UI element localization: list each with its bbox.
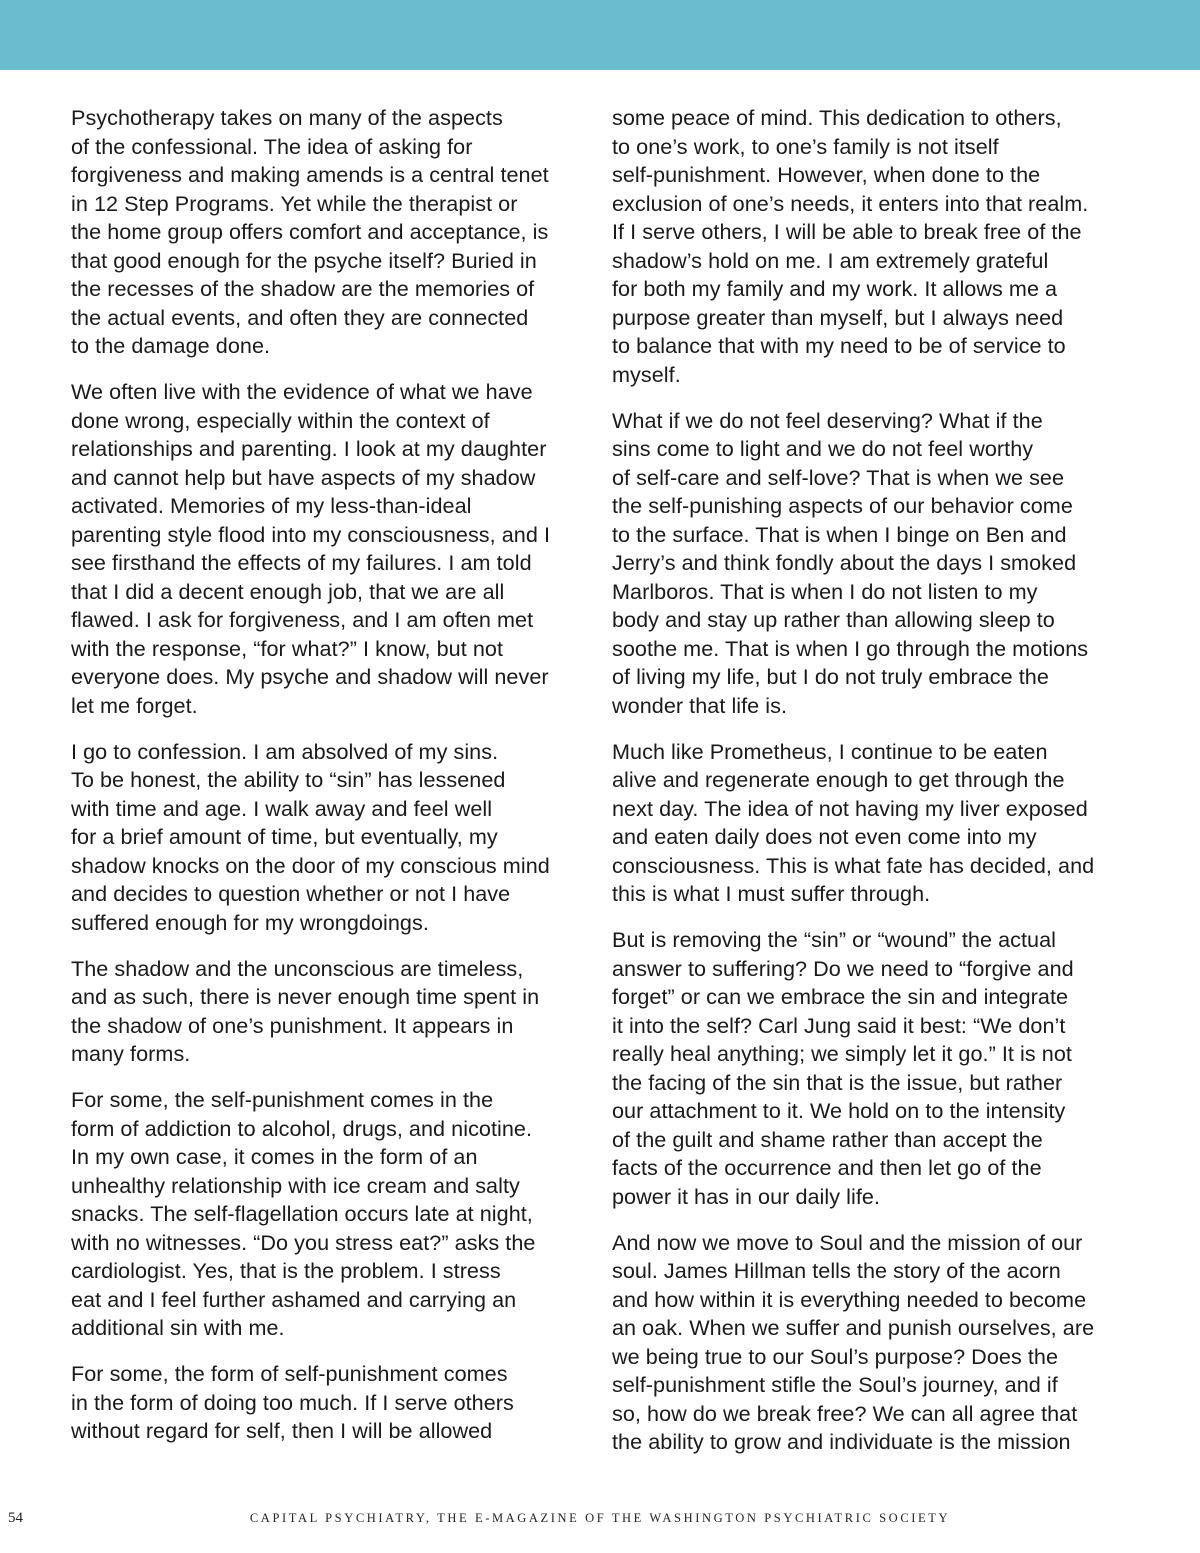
paragraph: I go to confession. I am absolved of my sins. To be honest, the ability to “sin” has lessened with time and age. I walk away and feel well for a brief amount of time, but eventually, my shadow knocks on the door of my conscious mind and decides to question whether or not I have suffered enough for my wrongdoings. <box>71 738 550 935</box>
page-number: 54 <box>8 1510 23 1526</box>
paragraph: some peace of mind. This dedication to others, to one’s work, to one’s family is not itself self-punishment. However, when done to the exclusion of one’s needs, it enters into that realm. If I serve others, I will be able to break free of the shadow’s hold on me. I am extremely grateful for both my family and my work. It allows me a purpose greater than myself, but I always need to balance that with my need to be of service to myself. <box>612 105 1089 387</box>
paragraph: Much like Prometheus, I continue to be eaten alive and regenerate enough to get through the next day. The idea of not having my liver exposed and eaten daily does not even come into my consciousness. This is what fate has decided, and this is what I must suffer through. <box>612 738 1095 906</box>
paragraph: But is removing the “sin” or “wound” the actual answer to suffering? Do we need to “forgive and forget” or can we embrace the sin and integrate it into the self? Carl Jung said it best: “We don’t really heal anything; we simply let it go.” It is not the facing of the sin that is the issue, but rather our attachment to it. We hold on to the intensity of the guilt and shame rather than accept the facts of the occurrence and then let go of the power it has in our daily life. <box>612 927 1074 1209</box>
right-column <box>612 104 1142 1474</box>
paragraph: And now we move to Soul and the mission of our soul. James Hillman tells the story of the acorn and how within it is everything needed to become an oak. When we suffer and punish ourselves, are we being true to our Soul’s purpose? Does the self-punishment stifle the Soul’s journey, and if so, how do we break free? We can all agree that the ability to grow and individuate is the mission <box>612 1229 1095 1454</box>
header-bar <box>0 0 1200 70</box>
paragraph: What if we do not feel deserving? What if the sins come to light and we do not feel worthy of self-care and self-love? That is when we see the self-punishing aspects of our behavior come to the surface. That is when I binge on Ben and Jerry’s and think fondly about the days I smoked Marlboros. That is when I do not listen to my body and stay up rather than allowing sleep to soothe me. That is when I go through the motions of living my life, but I do not truly embrace the wonder that life is. <box>612 407 1089 718</box>
paragraph: Psychotherapy takes on many of the aspects of the confessional. The idea of asking for forgiveness and making amends is a central tenet in 12 Step Programs. Yet while the therapist or the home group offers comfort and acceptance, is that good enough for the psyche itself? Buried in the recesses of the shadow are the memories of the actual events, and often they are connected to the damage done. <box>71 105 549 358</box>
paragraph: We often live with the evidence of what we have done wrong, especially within the context of relationships and parenting. I look at my daughter and cannot help but have aspects of my shadow activated. Memories of my less-than-ideal parenting style flood into my consciousness, and I see firsthand the effects of my failures. I am told that I did a decent enough job, that we are all flawed. I ask for forgiveness, and I am often met with the response, “for what?” I know, but not everyone does. My psyche and shadow will never let me forget. <box>71 379 551 718</box>
paragraph: For some, the form of self-punishment comes in the form of doing too much. If I serve others without regard for self, then I will be allowed <box>71 1361 514 1443</box>
paragraph: The shadow and the unconscious are timeless, and as such, there is never enough time spent in the shadow of one’s punishment. It appears in many forms. <box>71 955 540 1066</box>
paragraph: For some, the self-punishment comes in the form of addiction to alcohol, drugs, and nicotine. In my own case, it comes in the form of an unhealthy relationship with ice cream and salty snacks. The self-flagellation occurs late at night, with no witnesses. “Do you stress eat?” asks the cardiologist. Yes, that is the problem. I stress eat and I feel further ashamed and carrying an additional sin with me. <box>71 1087 536 1340</box>
publication-title: CAPITAL PSYCHIATRY, THE E-MAGAZINE OF THE WASHINGTON PSYCHIATRIC SOCIETY <box>249 1511 951 1525</box>
left-column <box>71 104 591 1463</box>
